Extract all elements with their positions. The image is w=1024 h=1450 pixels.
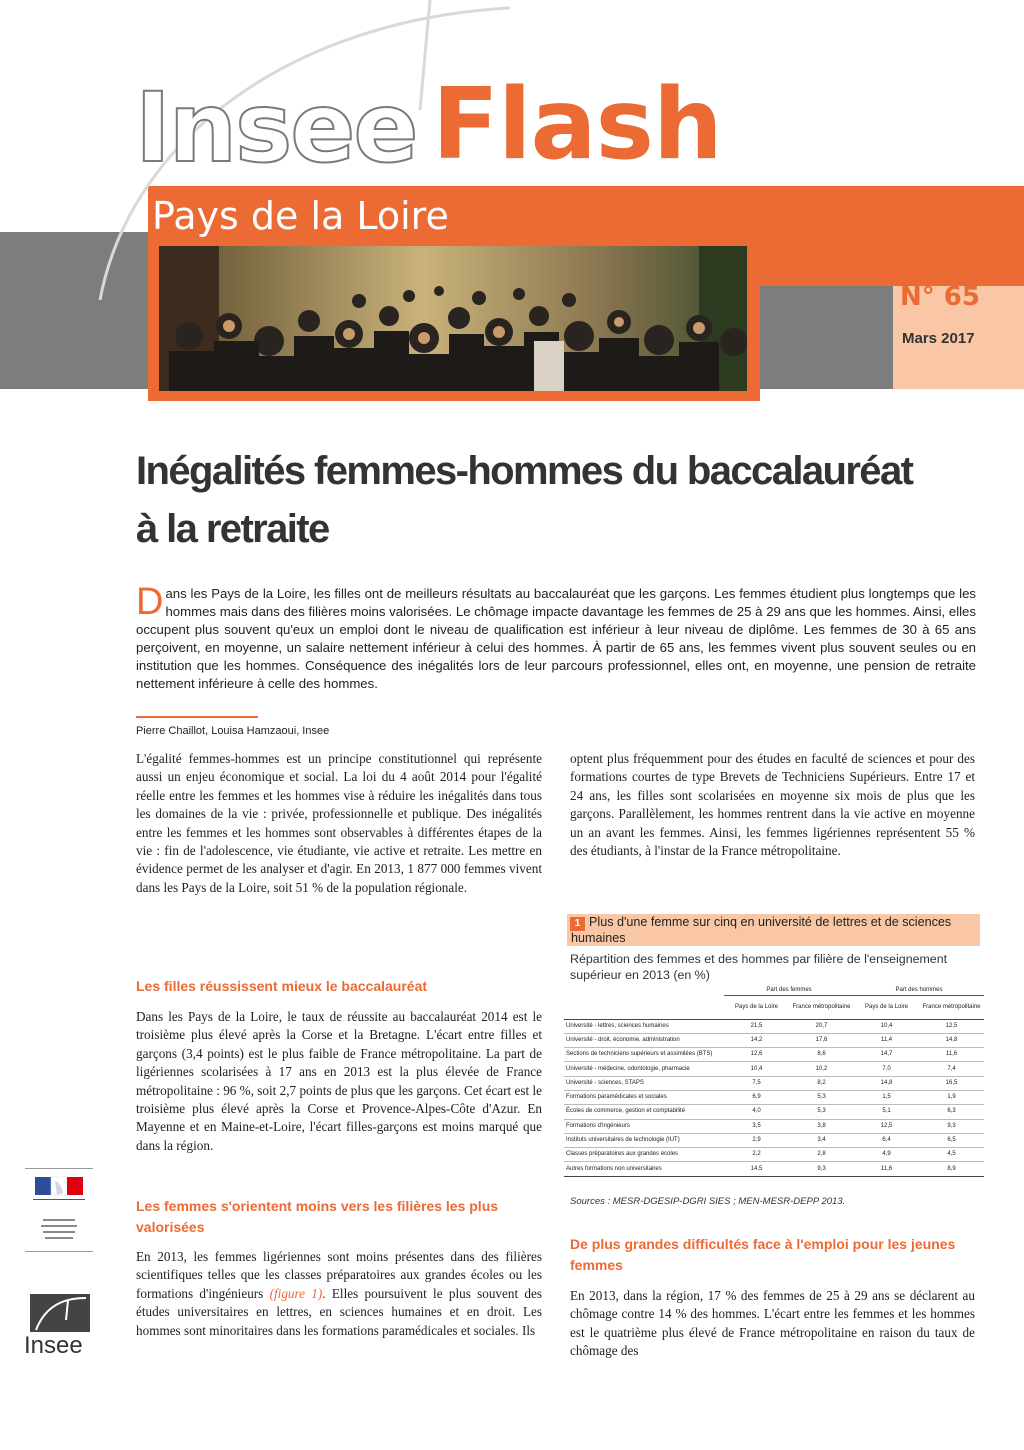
table-col-women-france: France métropolitaine (792, 1003, 851, 1010)
intro-paragraph (136, 581, 976, 694)
table-cell-women-region: 21,5 (750, 1022, 763, 1029)
table-cell-women-region: 14,5 (750, 1165, 763, 1172)
crowd-photo (159, 246, 747, 391)
table-group-men: Part des hommes (854, 985, 984, 995)
table-cell-women-region: 2,2 (752, 1151, 761, 1158)
page-title-line1: Inégalités femmes-hommes du baccalauréat (136, 449, 913, 493)
table-cell-men-region: 14,8 (880, 1079, 893, 1086)
table-cell-men-france: 6,5 (947, 1137, 956, 1144)
section-heading-filieres: Les femmes s'orientent moins vers les filières les plus valorisées (136, 1198, 499, 1235)
table-cell-label: Écoles de commerce, gestion et comptabilité (566, 1108, 686, 1115)
body-paragraph-3-text: En 2013, les femmes ligériennes sont moins présentes dans des filières scientifiques telles que les classes préparatoires aux grandes écoles ou les formations d'ingénieurs (136, 1249, 542, 1301)
brand-flash: Flash (432, 68, 722, 182)
table-cell-men-region: 11,6 (880, 1165, 893, 1172)
table-cell-label: Université - sciences, STAPS (566, 1079, 644, 1086)
insee-logo-text: Insee (24, 1332, 83, 1359)
table-cell-men-region: 6,4 (882, 1137, 891, 1144)
table-row (564, 1105, 984, 1119)
table-cell-label: Formations paramédicales et sociales (566, 1094, 667, 1101)
page-title-line2: à la retraite (136, 507, 329, 551)
figure-number-badge: 1 (570, 917, 585, 931)
brand-insee: Insee (135, 72, 417, 184)
issue-date: Mars 2017 (902, 330, 975, 347)
table-cell-women-france: 8,6 (817, 1051, 826, 1058)
body-paragraph-3-text-end: . Elles poursuivent le plus souvent des études universitaires en lettres, en sciences humaines et en droit. Les hommes sont minoritaires dans les formations paramédicales et sociales. Ils (136, 1285, 542, 1338)
table-cell-label: Classes préparatoires aux grandes écoles (566, 1151, 679, 1158)
table-cell-women-france: 5,3 (817, 1094, 826, 1101)
table-row (564, 1133, 984, 1147)
table-row (564, 1033, 984, 1047)
table-cell-women-region: 2,9 (752, 1137, 761, 1144)
table-cell-men-france: 9,3 (947, 1122, 956, 1129)
table-cell-women-region: 6,9 (752, 1094, 761, 1101)
table-cell-men-france: 11,6 (945, 1051, 958, 1058)
table-cell-women-france: 9,3 (817, 1165, 826, 1172)
body-paragraph-3 (136, 1248, 542, 1340)
table-cell-women-region: 3,5 (752, 1122, 761, 1129)
authors: Pierre Chaillot, Louisa Hamzaoui, Insee (136, 725, 330, 737)
table-cell-label: Université - droit, économie, administration (566, 1036, 680, 1043)
table-cell-men-region: 1,5 (882, 1094, 891, 1101)
table-cell-women-france: 3,8 (817, 1122, 826, 1129)
table-cell-men-france: 1,9 (947, 1094, 956, 1101)
table-cell-label: Université - médecine, odontologie, pharmacie (566, 1065, 690, 1072)
table-cell-label: Sections de techniciens supérieurs et assimilées (BTS) (566, 1051, 713, 1058)
table-label-header (564, 995, 724, 1019)
marianne-logo-icon (25, 1169, 93, 1253)
table-cell-men-region: 4,9 (882, 1151, 891, 1158)
table-cell-men-region: 14,7 (880, 1051, 893, 1058)
table-cell-women-france: 3,4 (817, 1137, 826, 1144)
table-col-men-region: Pays de la Loire (864, 1003, 909, 1010)
intro-divider (136, 716, 258, 718)
table-cell-label: Université - lettres, sciences humaines (566, 1022, 669, 1029)
table-corner (564, 985, 724, 995)
issue-number: N° 65 (900, 282, 980, 312)
table-cell-women-region: 10,4 (750, 1065, 763, 1072)
table-cell-label: Formations d'ingénieurs (566, 1122, 630, 1129)
table-cell-label: Instituts universitaires de technologie (IUT) (566, 1137, 680, 1144)
table-col-women-region: Pays de la Loire (734, 1003, 779, 1010)
table-cell-men-france: 7,4 (947, 1065, 956, 1072)
table-cell-men-france: 4,5 (947, 1151, 956, 1158)
table-row (564, 1062, 984, 1076)
intro-dropcap: D (136, 581, 164, 623)
table-cell-women-france: 20,7 (815, 1022, 828, 1029)
figure-subtitle: Répartition des femmes et des hommes par filière de l'enseignement supérieur en 2013 (en %) (570, 952, 948, 982)
table-cell-men-region: 11,4 (880, 1036, 893, 1043)
body-paragraph-1: L'égalité femmes-hommes est un principe constitutionnel qui représente aussi un enjeu économique et social. La loi du 4 août 2014 pour l'égalité réelle entre les femmes et les hommes vise à réduire les inégalités dans tous les domaines de la vie : privée, professionnelle et publique. Des inégalités entre les femmes et les hommes sont observables à différentes étapes de la vie : fin de l'adolescence, vie étudiante, vie active et retraite. Les mettre en évidence permet de les analyser et d'agir. En 2013, 1 877 000 femmes vivent dans les Pays de la Loire, soit 51 % de la population régionale. (136, 751, 542, 895)
table-cell-women-region: 14,2 (750, 1036, 763, 1043)
section-heading-bac: Les filles réussissent mieux le baccalauréat (136, 978, 428, 994)
table-cell-women-france: 10,2 (815, 1065, 828, 1072)
section-heading-emploi: De plus grandes difficultés face à l'emploi pour les jeunes femmes (570, 1236, 956, 1273)
table-body (564, 1019, 984, 1176)
page-title (136, 442, 956, 558)
table-cell-men-region: 5,1 (882, 1108, 891, 1115)
table-cell-men-france: 14,8 (945, 1036, 958, 1043)
table-cell-label: Autres formations non universitaires (566, 1165, 662, 1172)
table-row (564, 1162, 984, 1176)
figure-table (564, 985, 984, 1177)
table-cell-men-region: 7,0 (882, 1065, 891, 1072)
body-paragraph-4: optent plus fréquemment pour des études en faculté de sciences et pour des formations courtes de type Brevets de Techniciens Supérieurs. Entre 17 et 24 ans, les filles sont scolarisées en moyenne six mois de plus que les garçons. Parallèlement, les hommes rentrent dans la vie active en moyenne un an avant les femmes. Ainsi, les femmes ligériennes représentent 55 % des étudiants, à l'instar de la France métropolitaine. (570, 751, 975, 859)
table-cell-women-region: 12,6 (750, 1051, 763, 1058)
figure-1-link[interactable]: (figure 1) (269, 1285, 323, 1301)
table-cell-women-france: 2,8 (817, 1151, 826, 1158)
table-cell-men-france: 6,3 (947, 1108, 956, 1115)
table-cell-men-region: 10,4 (880, 1022, 893, 1029)
table-cell-men-france: 12,5 (945, 1022, 958, 1029)
table-cell-women-region: 4,0 (752, 1108, 761, 1115)
table-row (564, 1076, 984, 1090)
table-row (564, 1148, 984, 1162)
table-cell-men-france: 16,5 (945, 1079, 958, 1086)
table-row (564, 1048, 984, 1062)
marianne-logo (25, 1168, 93, 1252)
body-paragraph-2: Dans les Pays de la Loire, le taux de réussite au baccalauréat 2014 est le troisième plus élevé après la Corse et la Bretagne. L'écart entre filles et garçons (3,4 points) est le plus faible de France métropolitaine. La part de ligériennes scolarisées à 17 ans en 2013 est la plus élevée de France métropolitaine : 96 %, soit 2,7 points de plus que les garçons. Cet écart est le troisième plus élevé après la Corse et Provence-Alpes-Côte d'Azur. En Mayenne et en Maine-et-Loire, l'écart filles-garçons est moins marqué que dans la région. (136, 1009, 542, 1153)
table-row (564, 1119, 984, 1133)
table-cell-women-france: 17,6 (815, 1036, 828, 1043)
insee-logo-icon (22, 1290, 96, 1334)
table-cell-men-france: 8,9 (947, 1165, 956, 1172)
figure-source: Sources : MESR-DGESIP-DGRI SIES ; MEN-MESR-DEPP 2013. (570, 1196, 846, 1207)
table-cell-men-region: 12,5 (880, 1122, 893, 1129)
brand-region: Pays de la Loire (152, 194, 449, 238)
crowd-photo-icon (159, 246, 747, 391)
table-cell-women-region: 7,5 (752, 1079, 761, 1086)
table-row (564, 1019, 984, 1033)
body-paragraph-5: En 2013, dans la région, 17 % des femmes de 25 à 29 ans se déclarent au chômage contre 14 % des hommes. L'écart entre les femmes et les hommes est le quatrième plus élevé de France métropolitaine en raison du taux de chômage des (570, 1288, 975, 1359)
intro-text: ans les Pays de la Loire, les filles ont de meilleurs résultats au baccalauréat que les garçons. Les femmes étudient plus longtemps que les hommes mais dans des filières moins valorisées. Le chômage impacte davantage les femmes de 25 à 29 ans que les hommes. Ainsi, elles occupent plus souvent qu'eux un emploi dont le niveau de qualification est inférieur à leur niveau de diplôme. Les femmes de 30 à 65 ans perçoivent, en moyenne, un salaire nettement inférieur à celui des hommes. À partir de 65 ans, les femmes vivent plus souvent seules ou en institution que les hommes. Conséquence des inégalités lors de leur parcours professionnel, elles ont, en moyenne, une pension de retraite nettement inférieure à celle des hommes. (136, 586, 976, 692)
table-cell-women-france: 8,2 (817, 1079, 826, 1086)
table-row (564, 1090, 984, 1104)
figure-title: Plus d'une femme sur cinq en université de lettres et de sciences humaines (571, 915, 952, 945)
table-col-men-france: France métropolitaine (922, 1003, 981, 1010)
table-group-women: Part des femmes (724, 985, 854, 995)
table-cell-women-france: 5,3 (817, 1108, 826, 1115)
